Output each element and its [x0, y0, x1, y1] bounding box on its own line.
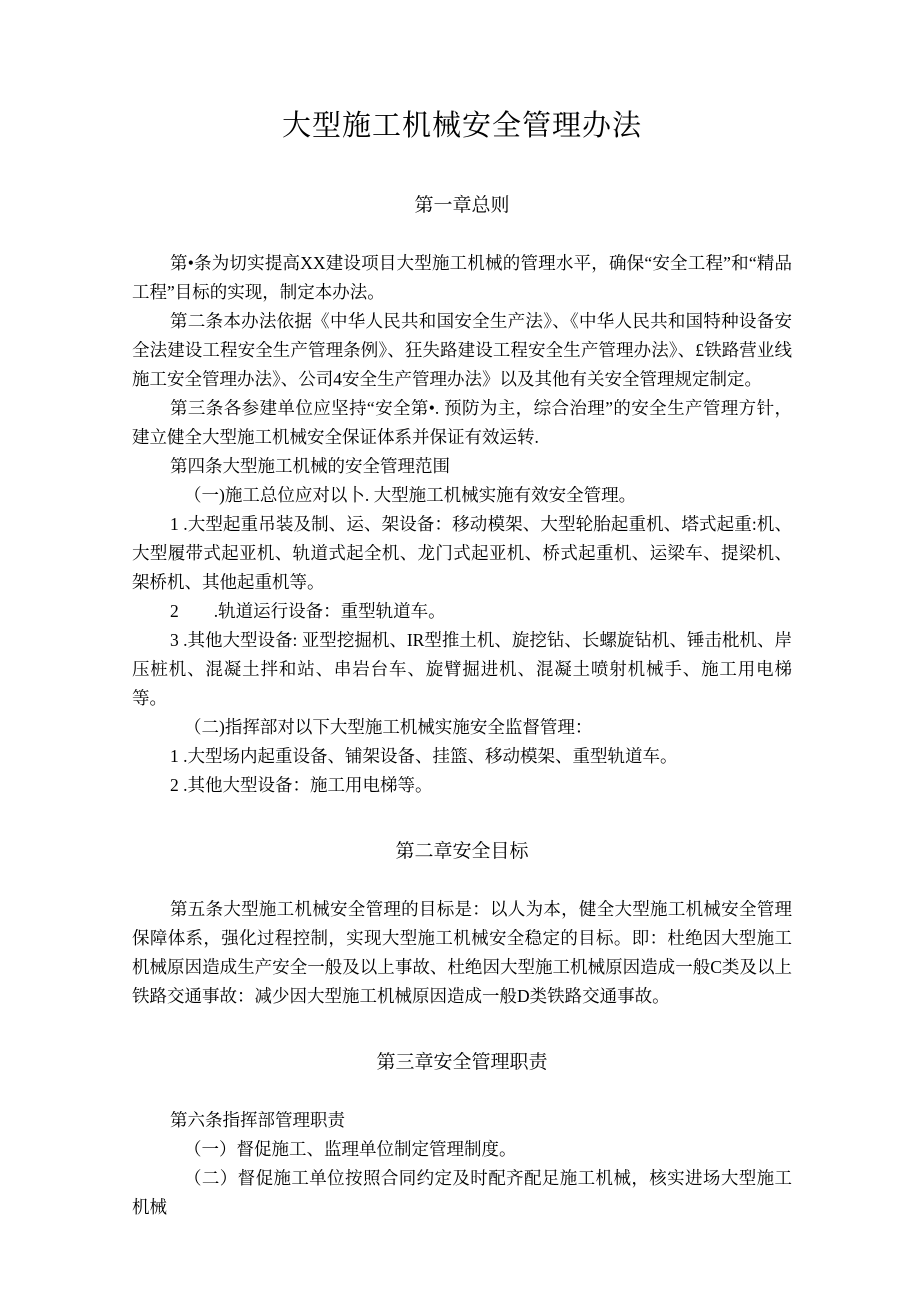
paragraph: 第三条各参建单位应坚持“安全第•. 预防为主，综合治理”的安全生产管理方针，建立健全大型施工机械安全保证体系并保证有效运转.: [132, 398, 792, 447]
list-item: （二）督促施工单位按照合同约定及时配齐配足施工机械，核实进场大型施工机械: [132, 1168, 792, 1217]
list-item: （一）督促施工、监理单位制定管理制度。: [184, 1139, 517, 1159]
paragraph: 第•条为切实提高XX建设项目大型施工机械的管理水平，确保“安全工程”和“精品工程”目标的实现，制定本办法。: [132, 253, 792, 302]
chapter-1-heading: 第一章总则: [414, 195, 510, 216]
list-item: 3 .其他大型设备: 亚型挖掘机、IR型推土机、旋挖钻、长螺旋钻机、锤击枇机、岸压桩机、混凝土拌和站、串岩台车、旋臂掘进机、混凝土喷射机械手、施工用电梯等。: [132, 630, 792, 708]
list-item: （一)施工总位应对以卜. 大型施工机械实施有效安全管理。: [184, 485, 637, 505]
paragraph: 第四条大型施工机械的安全管理范围: [170, 456, 450, 476]
chapter-3-body: [132, 1106, 792, 1222]
chapter-2-body: [132, 895, 792, 1011]
list-item: 1 .大型起重吊装及制、运、架设备：移动模架、大型轮胎起重机、塔式起重:机、大型履带式起亚机、轨道式起全机、龙门式起亚机、桥式起重机、运梁车、提梁机、架桥机、其他起重机等。: [132, 514, 792, 592]
list-item: 2 .其他大型设备：施工用电梯等。: [170, 775, 433, 795]
chapter-1: [132, 190, 792, 800]
paragraph: 第二条本办法依据《中华人民共和国安全生产法》、《中华人民共和国特种设备安全法建设工程安全生产管理条例》、狂失路建设工程安全生产管理办法》、£铁路营业线施工安全管理办法》、公司4安全生产管理办法》以及其他有关安全管理规定制定。: [132, 311, 792, 389]
paragraph: 第六条指挥部管理职责: [170, 1110, 345, 1130]
list-item: 2 .轨道运行设备：重型轨道车。: [170, 601, 446, 621]
document-title: 大型施工机械安全管理办法: [281, 110, 642, 142]
chapter-3-heading: 第三章安全管理职责: [376, 1052, 548, 1073]
list-item: （二)指挥部对以下大型施工机械实施安全监督管理：: [184, 717, 593, 737]
list-item: 1 .大型场内起重设备、铺架设备、挂篮、移动模架、重型轨道车。: [170, 746, 678, 766]
chapter-1-body: [132, 249, 792, 800]
chapter-2-heading: 第二章安全目标: [395, 841, 529, 862]
paragraph: 第五条大型施工机械安全管理的目标是：以人为本，健全大型施工机械安全管理保障体系，强化过程控制，实现大型施工机械安全稳定的目标。即：杜绝因大型施工机械原因造成生产安全一般及以上事故、杜绝因大型施工机械原因造成一般C类及以上铁路交通事故：减少因大型施工机械原因造成一般D类铁路交通事故。: [132, 899, 792, 1006]
chapter-2: [132, 836, 792, 1011]
chapter-3: [132, 1047, 792, 1222]
